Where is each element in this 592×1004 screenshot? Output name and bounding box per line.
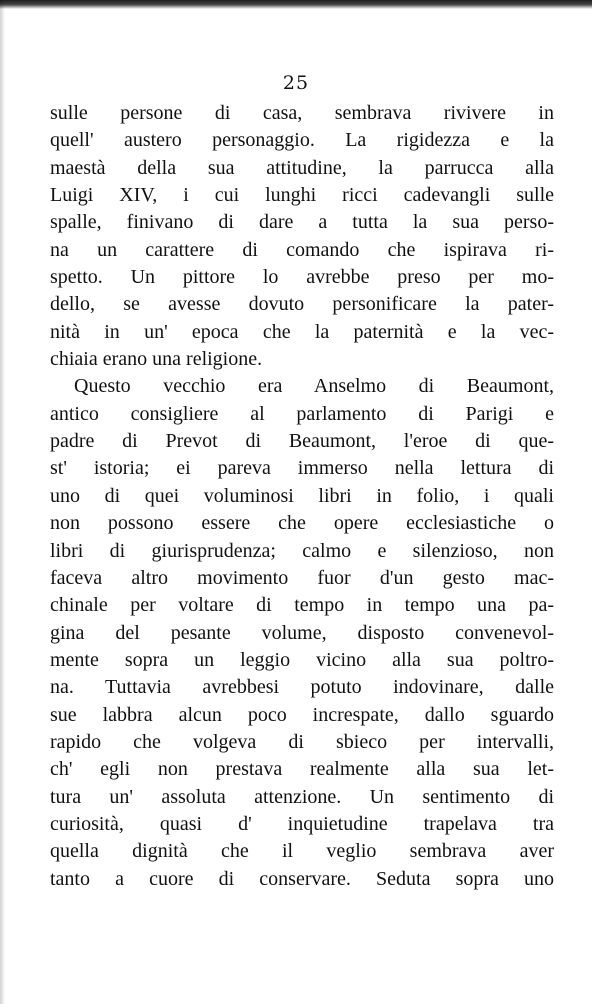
text-line: tura un' assoluta attenzione. Un sentimento di	[50, 785, 554, 808]
text-line: non possono essere che opere ecclesiastiche o	[50, 512, 554, 535]
text-line: uno di quei voluminosi libri in folio, i quali	[50, 484, 554, 507]
text-line: curiosità, quasi d' inquietudine trapelava tra	[50, 812, 554, 835]
text-line: Questo vecchio era Anselmo di Beaumont,	[74, 375, 554, 398]
text-line: st' istoria; ei pareva immerso nella lettura di	[50, 457, 554, 480]
text-line: faceva altro movimento fuor d'un gesto mac-	[50, 566, 554, 589]
text-line: ch' egli non prestava realmente alla sua let-	[50, 758, 554, 781]
text-line: sue labbra alcun poco increspate, dallo sguardo	[50, 703, 554, 726]
text-line: quell' austero personaggio. La rigidezza e la	[50, 129, 554, 152]
text-line: chinale per voltare di tempo in tempo una pa-	[50, 594, 554, 617]
text-line: antico consigliere al parlamento di Parigi e	[50, 402, 554, 425]
text-line: padre di Prevot di Beaumont, l'eroe di que-	[50, 430, 554, 453]
text-line: quella dignità che il veglio sembrava aver	[50, 840, 554, 863]
text-line: Luigi XIV, i cui lunghi ricci cadevangli sulle	[50, 184, 554, 207]
body-text	[50, 100, 554, 893]
text-line: spetto. Un pittore lo avrebbe preso per mo-	[50, 266, 554, 289]
text-line: na un carattere di comando che ispirava ri-	[50, 238, 554, 261]
text-line: dello, se avesse dovuto personificare la pater-	[50, 293, 554, 316]
text-line: spalle, finivano di dare a tutta la sua perso-	[50, 211, 554, 234]
text-line: na. Tuttavia avrebbesi potuto indovinare, dalle	[50, 676, 554, 699]
page-number: 25	[282, 72, 310, 94]
text-line: rapido che volgeva di sbieco per intervalli,	[50, 730, 554, 753]
text-line: gina del pesante volume, disposto convenevol-	[50, 621, 554, 644]
text-line: sulle persone di casa, sembrava rivivere in	[50, 102, 554, 124]
text-line: maestà della sua attitudine, la parrucca alla	[50, 156, 554, 179]
scan-top-edge	[0, 0, 592, 9]
text-line: tanto a cuore di conservare. Seduta sopra uno	[50, 867, 554, 890]
text-line: mente sopra un leggio vicino alla sua poltro-	[50, 648, 554, 671]
text-line: chiaia erano una religione.	[50, 348, 263, 371]
text-line: nità in un' epoca che la paternità e la vec-	[50, 320, 554, 343]
scan-left-edge	[0, 0, 5, 1004]
text-line: libri di giurisprudenza; calmo e silenzioso, non	[50, 539, 554, 562]
